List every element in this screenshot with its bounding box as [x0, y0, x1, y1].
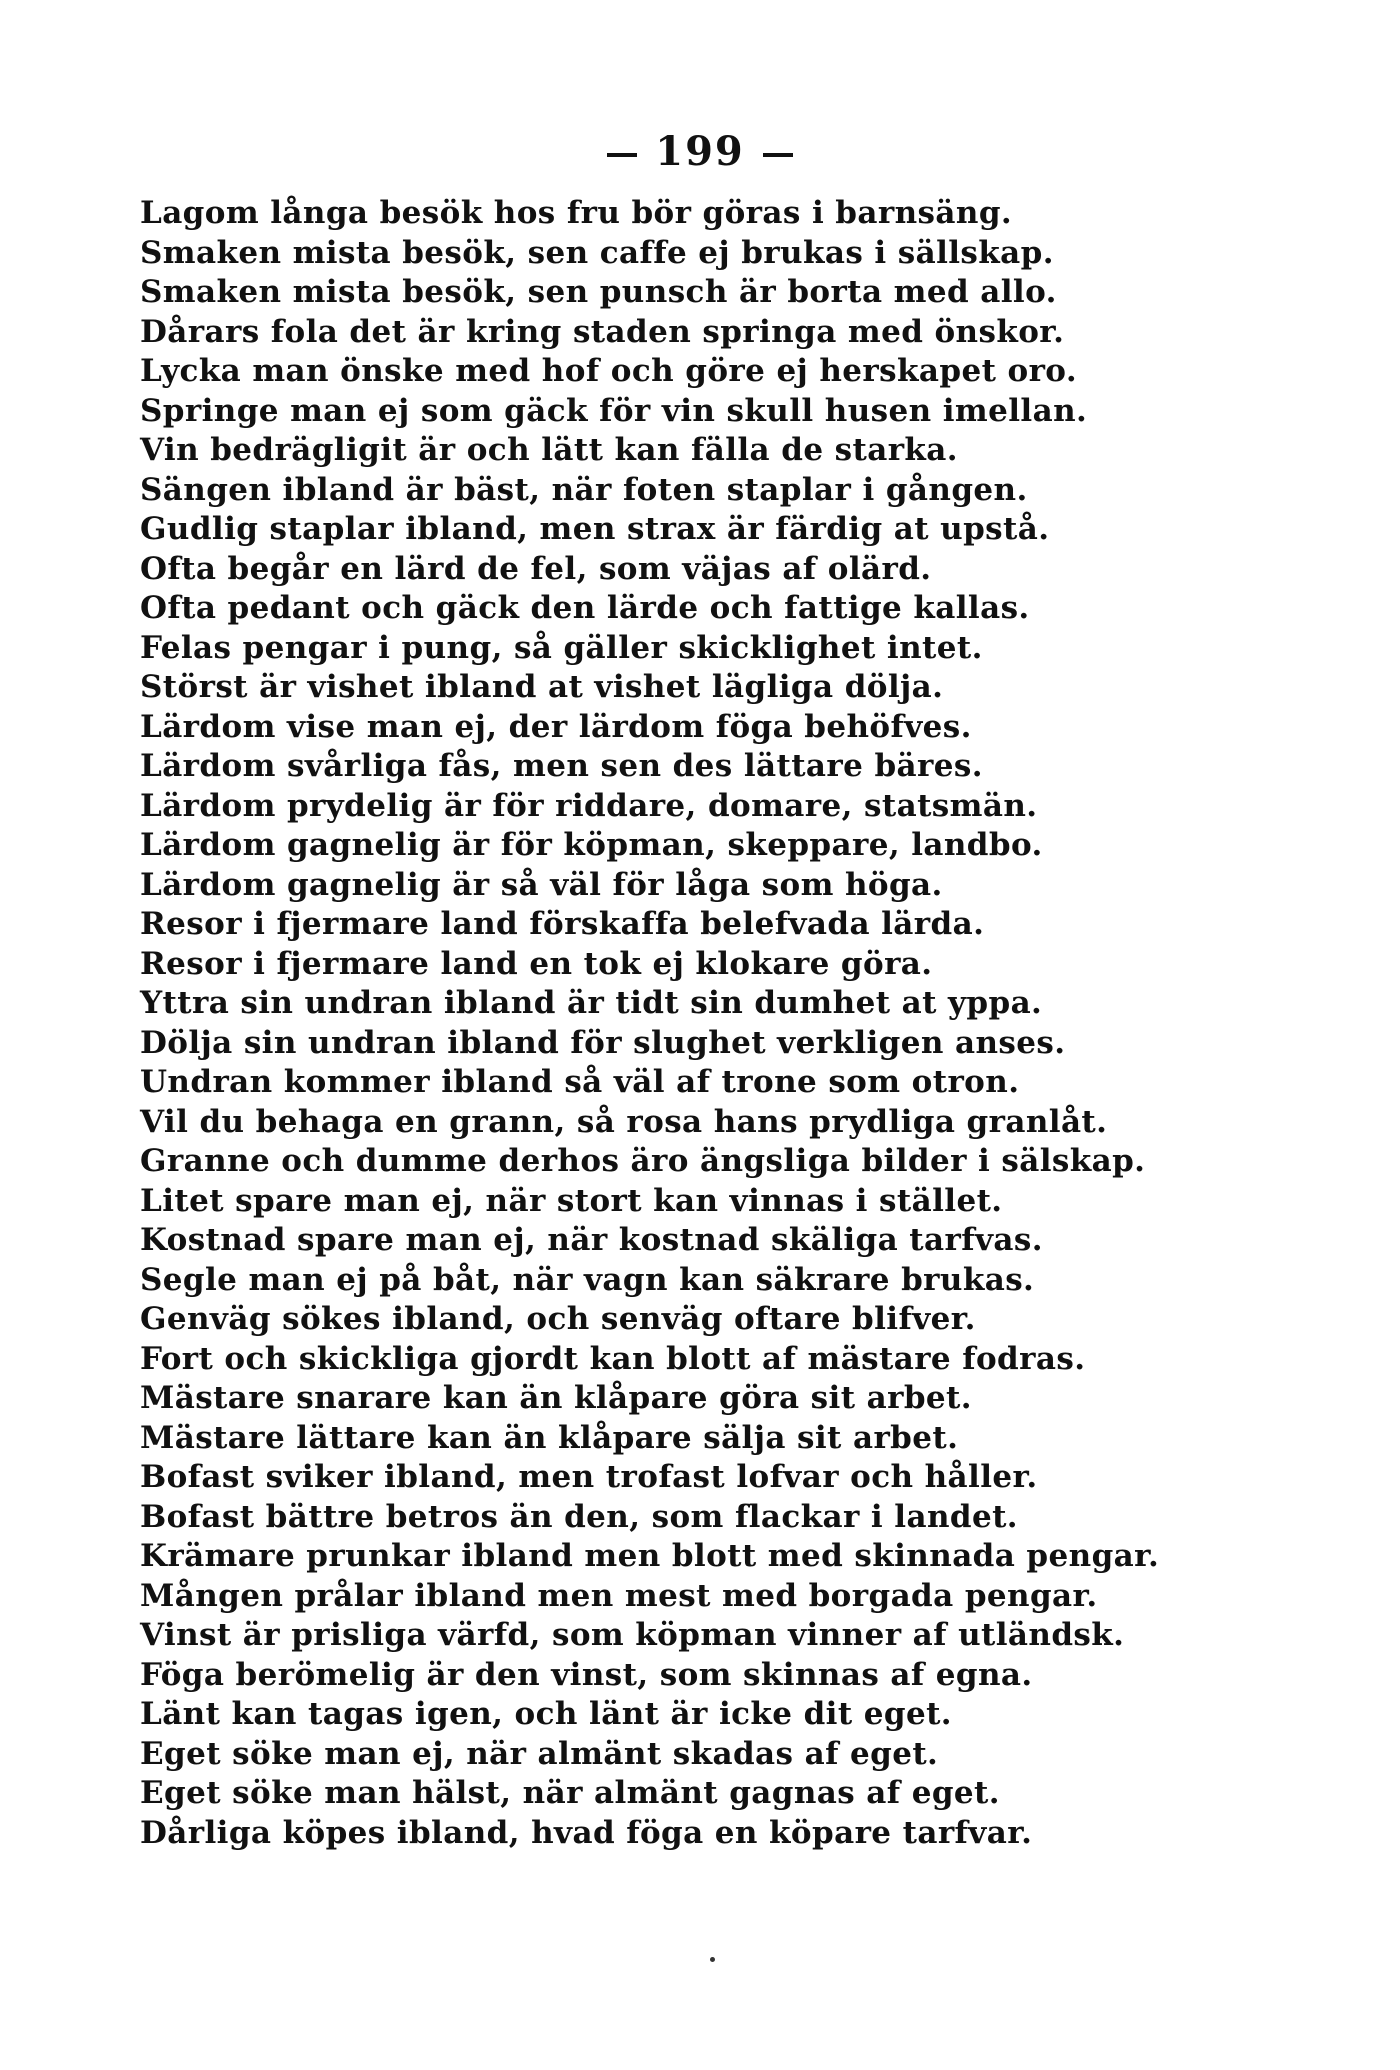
verse-line: Genväg sökes ibland, och senväg oftare blifver. [140, 1301, 976, 1337]
verse-line: Lärdom vise man ej, der lärdom föga behöfves. [140, 708, 972, 745]
verse-line: Lärdom gagnelig är för köpman, skeppare, landbo. [140, 827, 1043, 863]
verse-line: Smaken mista besök, sen caffe ej brukas i sällskap. [140, 234, 1054, 271]
verse-line: Dårliga köpes ibland, hvad föga en köpare tarfvar. [140, 1814, 1033, 1851]
verse-line: Eget söke man ej, när almänt skadas af eget. [140, 1735, 939, 1772]
verse-line: Springe man ej som gäck för vin skull husen imellan. [140, 392, 1088, 429]
verse-line: Eget söke man hälst, när almänt gagnas af eget. [140, 1775, 1000, 1811]
verse-line: Fort och skickliga gjordt kan blott af mästare fodras. [140, 1340, 1086, 1377]
verse-line: Lärdom prydelig är för riddare, domare, statsmän. [140, 787, 1038, 824]
verse-line: Mästare snarare kan än klåpare göra sit arbet. [140, 1380, 972, 1416]
verse-line: Granne och dumme derhos äro ängsliga bilder i sälskap. [140, 1143, 1146, 1179]
verse-line: Bofast sviker ibland, men trofast lofvar och håller. [140, 1459, 1038, 1495]
verse-line: Kostnad spare man ej, när kostnad skäliga tarfvas. [140, 1222, 1043, 1258]
page-number-header [0, 128, 1400, 175]
verse-line: Bofast bättre betros än den, som flackar i landet. [140, 1498, 1018, 1535]
verse-line: Vil du behaga en grann, så rosa hans prydliga granlåt. [140, 1103, 1108, 1140]
verse-line: Felas pengar i pung, så gäller skicklighet intet. [140, 629, 983, 666]
verse-line: Sängen ibland är bäst, när foten staplar i gången. [140, 471, 1028, 508]
verse-line: Mången prålar ibland men mest med borgada pengar. [140, 1577, 1098, 1614]
verse-line: Segle man ej på båt, när vagn kan säkrare brukas. [140, 1261, 1035, 1298]
verse-line: Mästare lättare kan än klåpare sälja sit arbet. [140, 1419, 959, 1456]
verse-line: Lärdom svårliga fås, men sen des lättare bäres. [140, 748, 983, 784]
verse-line: Vinst är prisliga värfd, som köpman vinner af utländsk. [140, 1617, 1125, 1653]
verse-line: Litet spare man ej, när stort kan vinnas i stället. [140, 1182, 1003, 1219]
verse-line: Undran kommer ibland så väl af trone som otron. [140, 1064, 1020, 1100]
verse-line: Vin bedrägligit är och lätt kan fälla de starka. [140, 432, 958, 468]
verse-line: Föga berömelig är den vinst, som skinnas af egna. [140, 1656, 1033, 1693]
verse-line: Smaken mista besök, sen punsch är borta med allo. [140, 274, 1057, 310]
verse-line: Ofta begår en lärd de fel, som väjas af olärd. [140, 550, 932, 587]
verse-line: Resor i fjermare land en tok ej klokare göra. [140, 945, 933, 982]
verse-line: Yttra sin undran ibland är tidt sin dumhet at yppa. [140, 985, 1043, 1021]
verse-line: Länt kan tagas igen, och länt är icke dit eget. [140, 1696, 952, 1732]
verse-line: Resor i fjermare land förskaffa belefvada lärda. [140, 906, 985, 942]
verse-line: Krämare prunkar ibland men blott med skinnada pengar. [140, 1538, 1160, 1574]
left-dash [607, 153, 637, 157]
verse-line: Störst är vishet ibland at vishet lägliga dölja. [140, 669, 944, 705]
verse-lines [140, 194, 1340, 1853]
ink-speck [710, 1957, 715, 1962]
verse-line: Lycka man önske med hof och göre ej herskapet oro. [140, 353, 1078, 389]
verse-line: Lärdom gagnelig är så väl för låga som höga. [140, 866, 943, 903]
right-dash [763, 153, 793, 157]
verse-line: Gudlig staplar ibland, men strax är färdig at upstå. [140, 511, 1050, 547]
verse-line: Ofta pedant och gäck den lärde och fattige kallas. [140, 590, 1030, 626]
verse-line: Lagom långa besök hos fru bör göras i barnsäng. [140, 195, 1013, 231]
page-number: 199 [655, 128, 745, 175]
verse-line: Dölja sin undran ibland för slughet verkligen anses. [140, 1024, 1066, 1061]
verse-line: Dårars fola det är kring staden springa med önskor. [140, 313, 1065, 350]
